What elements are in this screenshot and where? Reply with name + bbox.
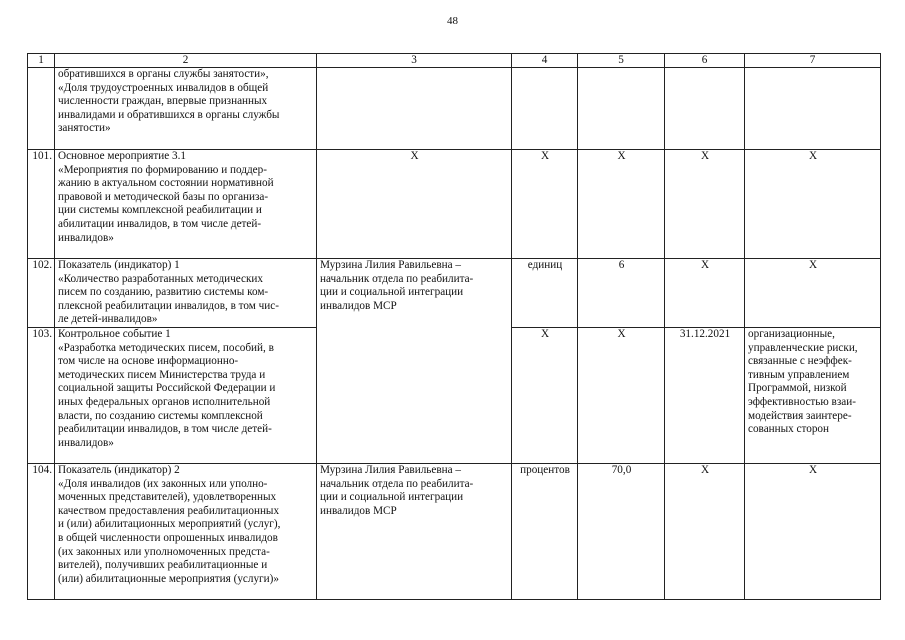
text-line: методических писем Министерства труда и (58, 368, 266, 381)
header-col-6: 6 (665, 54, 745, 68)
text-line: ции и социальной интеграции (320, 491, 464, 504)
text-line: писем по созданию, развитию системы ком- (58, 286, 269, 299)
text-line: Показатель (индикатор) 2 (58, 463, 180, 476)
text-line: занятости» (58, 122, 111, 135)
header-col-7: 7 (745, 54, 881, 68)
measure-name-cell (55, 463, 317, 599)
text-line: модействия заинтере- (748, 409, 852, 422)
row-number: 103. (28, 327, 55, 463)
text-line: «Мероприятия по формированию и поддер- (58, 163, 267, 176)
risk-cell (745, 327, 881, 463)
text-line: эффективностью взаи- (748, 395, 856, 408)
text-line: численности граждан, впервые признанных (58, 95, 268, 108)
value-cell: Х (578, 150, 665, 259)
text-line: организационные, (748, 327, 835, 340)
text-line: Контрольное событие 1 (58, 327, 171, 340)
responsible-cell (317, 259, 512, 464)
text-line: правовой и методической базы по организа- (58, 190, 269, 203)
table-row (28, 259, 881, 328)
measure-name-cell (55, 259, 317, 328)
text-line: обратившихся в органы службы занятости», (58, 68, 269, 80)
responsible-cell (317, 463, 512, 599)
header-col-5: 5 (578, 54, 665, 68)
text-line: «Количество разработанных методических (58, 272, 263, 285)
text-line: «Доля инвалидов (их законных или уполно- (58, 477, 268, 490)
text-line: инвалидов МСР (320, 299, 397, 312)
unit-cell: единиц (512, 259, 578, 328)
text-line: ции и социальной интеграции (320, 286, 464, 299)
text-line: начальник отдела по реабилита- (320, 477, 474, 490)
text-line: в общей численности опрошенных инвалидов (58, 531, 278, 544)
table-row (28, 68, 881, 150)
text-line: ле детей-инвалидов» (58, 313, 158, 326)
text-line: (или) абилитационные мероприятия (услуги)» (58, 572, 279, 585)
text-line: вителей), получивших реабилитационные и (58, 559, 268, 572)
header-row (28, 54, 881, 68)
date-cell (665, 68, 745, 150)
unit-cell: процентов (512, 463, 578, 599)
measure-name-cell (55, 68, 317, 150)
text-line: Мурзина Лилия Равильевна – (320, 463, 461, 476)
text-line: Мурзина Лилия Равильевна – (320, 259, 461, 271)
header-col-4: 4 (512, 54, 578, 68)
text-line: инвалидов» (58, 231, 114, 244)
unit-cell: Х (512, 327, 578, 463)
text-line: плексной реабилитации инвалидов, в том чис- (58, 299, 279, 312)
date-cell: Х (665, 463, 745, 599)
text-line: Основное мероприятие 3.1 (58, 150, 186, 162)
text-line: власти, по созданию системы комплексной (58, 409, 263, 422)
header-col-1: 1 (28, 54, 55, 68)
page-number: 48 (447, 15, 458, 27)
text-line: том числе на основе информационно- (58, 355, 239, 368)
text-line: реабилитации инвалидов, в том числе детей- (58, 423, 272, 436)
text-line: моченных представителей), удовлетворенных (58, 491, 277, 504)
row-number: 101. (28, 150, 55, 259)
date-cell: Х (665, 150, 745, 259)
risk-cell: Х (745, 150, 881, 259)
text-line: инвалидов» (58, 436, 114, 449)
row-number: 102. (28, 259, 55, 328)
text-line: сованных сторон (748, 423, 830, 436)
row-number: 104. (28, 463, 55, 599)
date-cell: Х (665, 259, 745, 328)
text-line: Программой, низкой (748, 382, 847, 395)
text-line: связанные с неэффек- (748, 355, 852, 368)
text-line: качеством предоставления реабилитационных (58, 504, 280, 517)
table-row (28, 463, 881, 599)
value-cell: 70,0 (578, 463, 665, 599)
table-row (28, 150, 881, 259)
text-line: социальной защиты Российской Федерации и (58, 382, 276, 395)
risk-cell: Х (745, 259, 881, 328)
value-cell: 6 (578, 259, 665, 328)
row-number (28, 68, 55, 150)
responsible-cell: Х (317, 150, 512, 259)
measure-name-cell (55, 327, 317, 463)
unit-cell: Х (512, 150, 578, 259)
text-line: жанию в актуальном состоянии нормативной (58, 177, 274, 190)
unit-cell (512, 68, 578, 150)
text-line: ции системы комплексной реабилитации и (58, 204, 262, 217)
value-cell: Х (578, 327, 665, 463)
responsible-cell (317, 68, 512, 150)
text-line: инвалидами и обратившихся в органы службы (58, 108, 280, 121)
text-line: (их законных или уполномоченных предста- (58, 545, 270, 558)
date-cell: 31.12.2021 (665, 327, 745, 463)
header-col-3: 3 (317, 54, 512, 68)
text-line: Показатель (индикатор) 1 (58, 259, 180, 271)
header-col-2: 2 (55, 54, 317, 68)
text-line: начальник отдела по реабилита- (320, 272, 474, 285)
text-line: абилитации инвалидов, в том числе детей- (58, 217, 262, 230)
text-line: «Разработка методических писем, пособий, в (58, 341, 274, 354)
plan-table (27, 53, 881, 600)
risk-cell (745, 68, 881, 150)
text-line: иных федеральных органов исполнительной (58, 395, 271, 408)
text-line: инвалидов МСР (320, 504, 397, 517)
text-line: тивным управлением (748, 368, 850, 381)
text-line: «Доля трудоустроенных инвалидов в общей (58, 81, 269, 94)
risk-cell: Х (745, 463, 881, 599)
text-line: управленческие риски, (748, 341, 858, 354)
measure-name-cell (55, 150, 317, 259)
text-line: и (или) абилитационных мероприятий (услуг), (58, 518, 281, 531)
value-cell (578, 68, 665, 150)
